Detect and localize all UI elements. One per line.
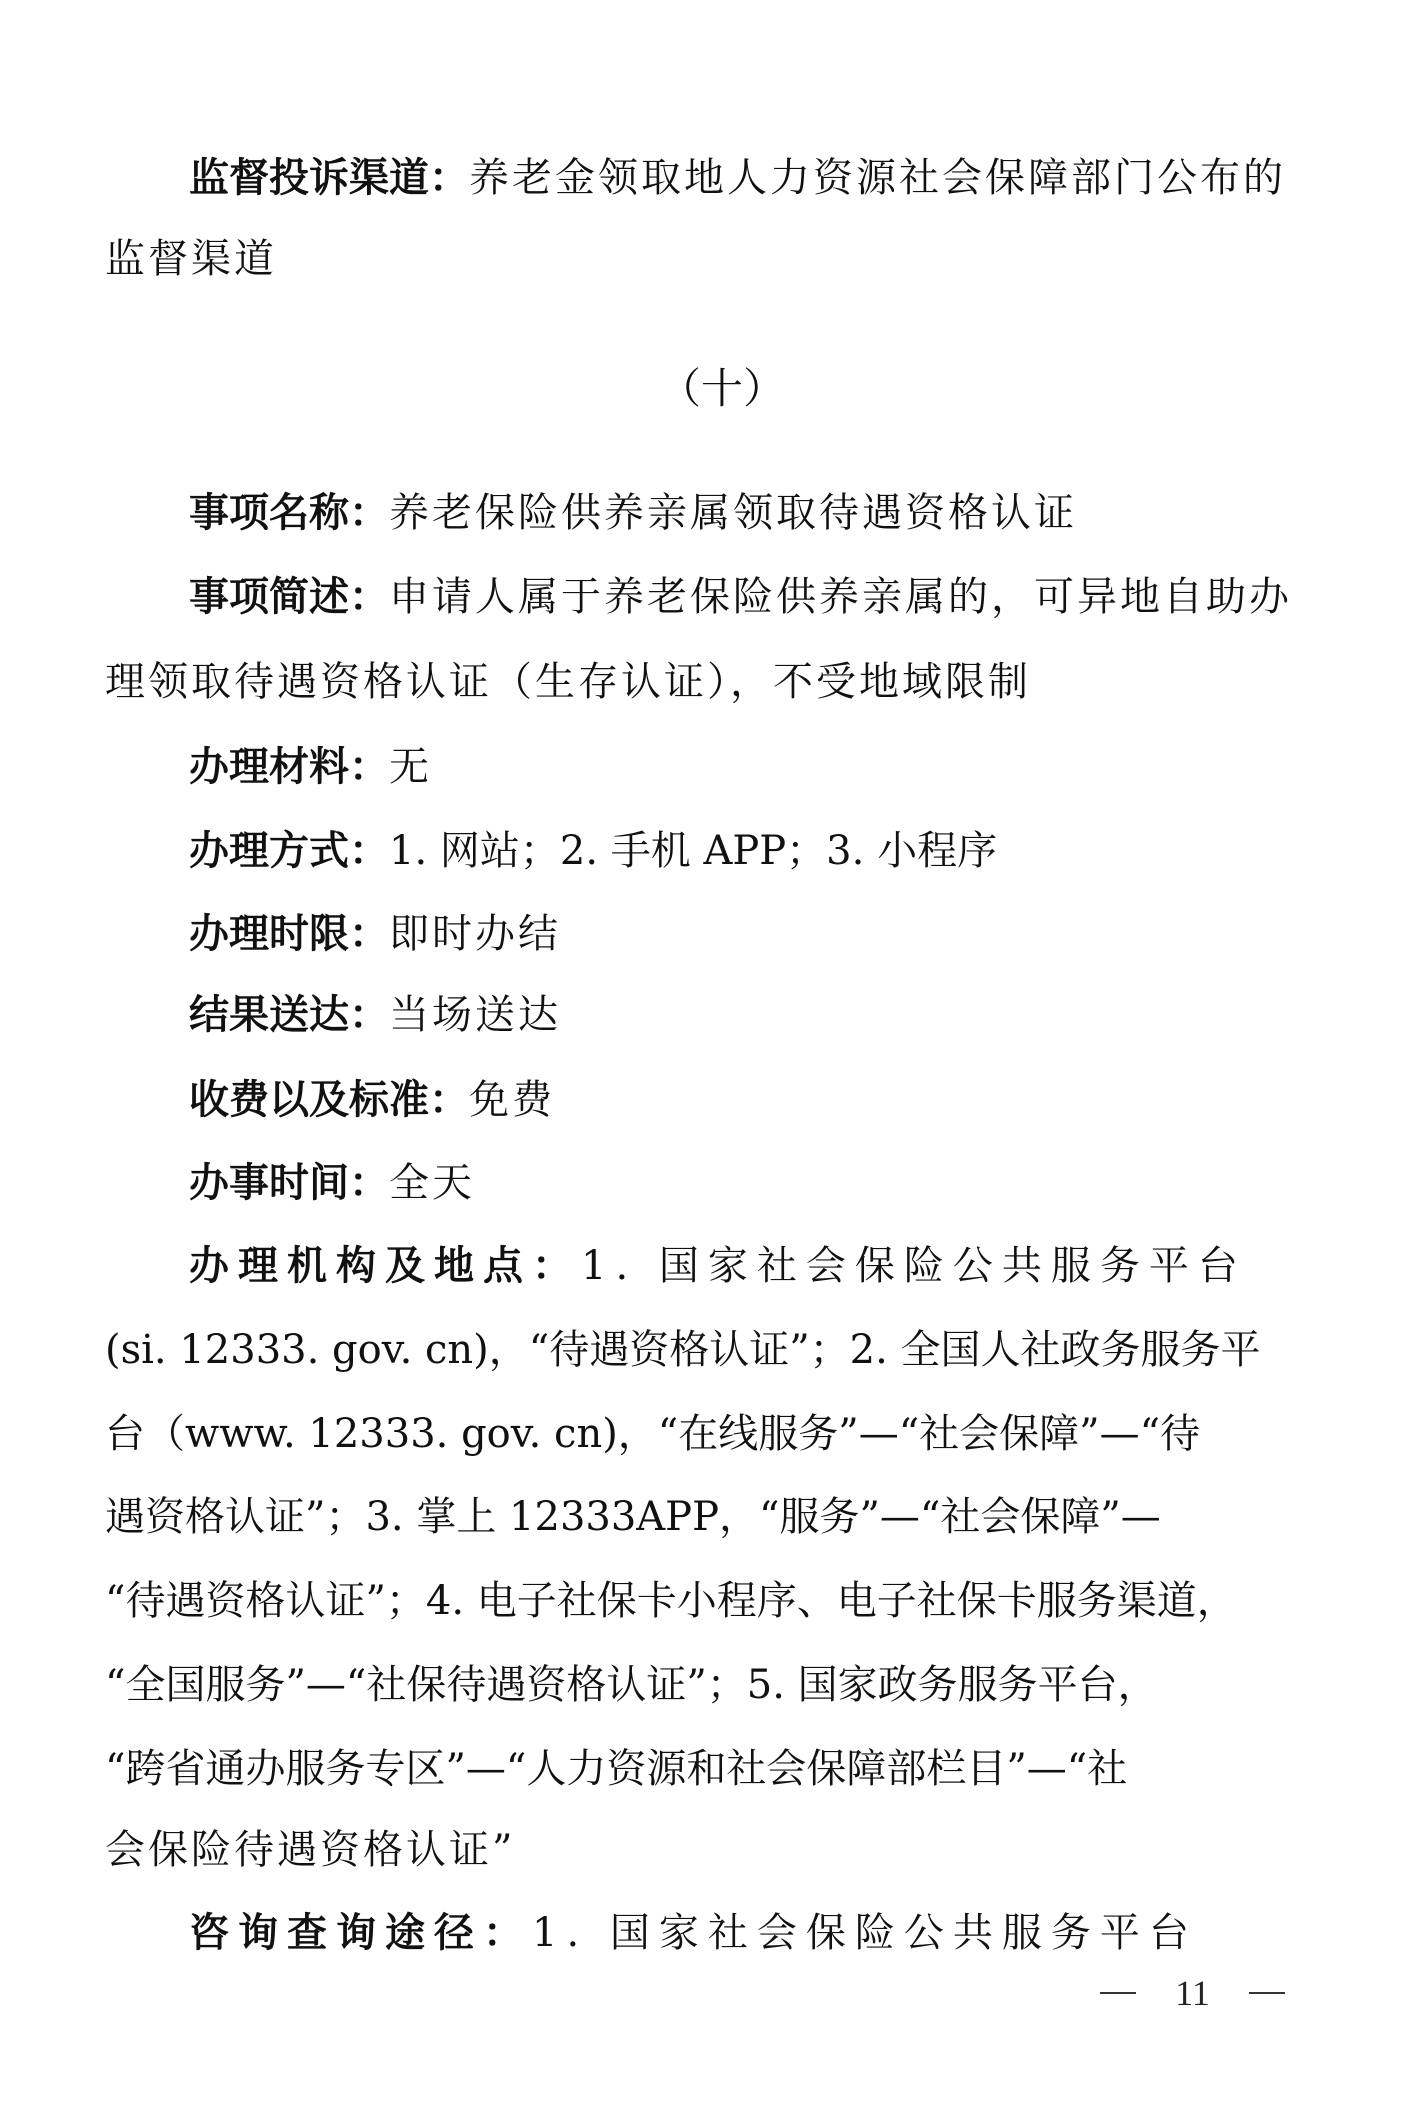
summary-label: 事项简述： [189, 574, 389, 620]
location-value-2: (si. 12333. gov. cn)，“待遇资格认证”；2. 全国人社政务服务平 [105, 1327, 1261, 1373]
hours-label: 办事时间： [189, 1160, 389, 1206]
method-row [189, 826, 997, 876]
supervision-line-2: 监督渠道 [105, 236, 277, 282]
fee-label: 收费以及标准： [189, 1077, 469, 1123]
materials-label: 办理材料： [189, 744, 389, 790]
hours-value: 全天 [389, 1160, 475, 1206]
summary-row [189, 572, 1292, 622]
materials-value: 无 [389, 744, 429, 790]
location-value-5: “待遇资格认证”；4. 电子社保卡小程序、电子社保卡服务渠道， [105, 1578, 1237, 1624]
delivery-row [189, 990, 561, 1040]
time-limit-row [189, 909, 561, 959]
fee-row [189, 1075, 555, 1125]
time-limit-label: 办理时限： [189, 911, 389, 957]
page-dash-right [1249, 1992, 1285, 1994]
materials-row [189, 742, 429, 792]
location-row [189, 1241, 1317, 1291]
summary-value-1: 申请人属于养老保险供养亲属的，可异地自助办 [389, 574, 1292, 620]
item-name-label: 事项名称： [189, 490, 389, 536]
page-dash-left [1100, 1992, 1136, 1994]
location-value-4: 遇资格认证”；3. 掌上 12333APP，“服务”—“社会保障”— [105, 1494, 1161, 1540]
location-value-7: “跨省通办服务专区”—“人力资源和社会保障部栏目”—“社 [105, 1746, 1128, 1792]
hours-row [189, 1158, 475, 1208]
method-label: 办理方式： [189, 828, 389, 874]
page-number [1100, 1975, 1285, 2011]
inquiry-value-1: 1. 国家社会保险公共服务平台 [532, 1910, 1198, 1956]
page-number-value: 11 [1175, 1973, 1210, 2013]
inquiry-row [189, 1908, 1198, 1958]
section-heading: （十） [659, 364, 786, 413]
supervision-value: 养老金领取地人力资源社会保障部门公布的 [469, 155, 1286, 201]
supervision-line-1 [189, 153, 1286, 203]
fee-value: 免费 [469, 1077, 555, 1123]
method-value: 1. 网站；2. 手机 APP；3. 小程序 [389, 828, 998, 874]
location-value-3: 台（www. 12333. gov. cn)，“在线服务”—“社会保障”—“待 [105, 1411, 1201, 1457]
summary-value-2: 理领取待遇资格认证（生存认证），不受地域限制 [105, 659, 1031, 705]
location-value-8: 会保险待遇资格认证” [105, 1827, 516, 1873]
supervision-label: 监督投诉渠道： [189, 155, 469, 201]
location-value-1: 1. 国家社会保险公共服务平台 [581, 1243, 1247, 1289]
location-value-6: “全国服务”—“社保待遇资格认证”；5. 国家政务服务平台， [105, 1662, 1158, 1708]
item-name-value: 养老保险供养亲属领取待遇资格认证 [389, 490, 1077, 536]
delivery-label: 结果送达： [189, 992, 389, 1038]
item-name-row [189, 488, 1077, 538]
delivery-value: 当场送达 [389, 992, 561, 1038]
time-limit-value: 即时办结 [389, 911, 561, 957]
inquiry-label: 咨询查询途径： [189, 1910, 532, 1956]
location-label: 办理机构及地点： [189, 1243, 581, 1289]
